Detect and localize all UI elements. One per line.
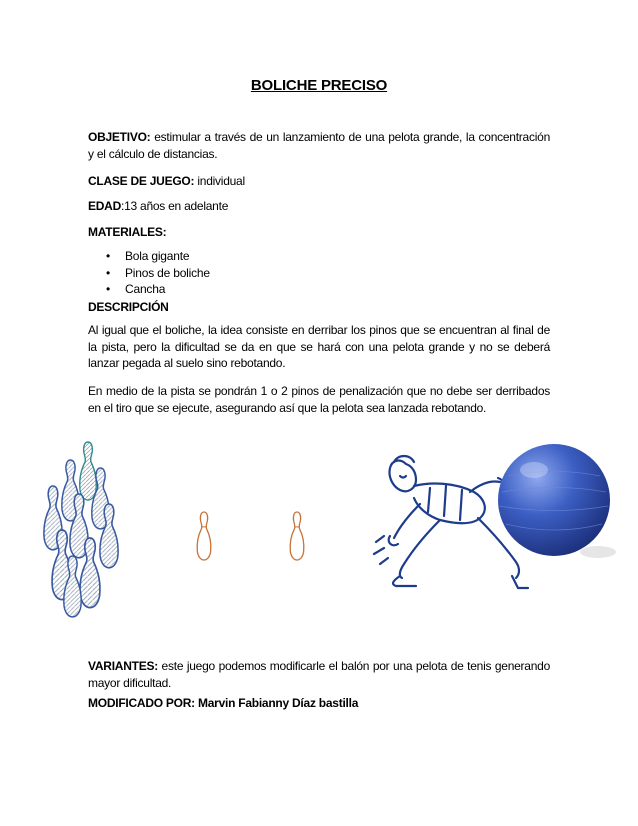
list-item: • Pinos de boliche [88,265,210,282]
penalty-pin-icon [193,512,215,560]
list-item: • Cancha [88,281,210,298]
penalty-pin-icon [286,512,308,560]
variantes-paragraph [88,658,550,691]
descripcion-paragraph-1: Al igual que el boliche, la idea consiste en derribar los pinos que se encuentran al final de la pista, pero la dificultad se da en que se hará con una pelota grande y no se deberá lanzar pegada al suelo sino rebotando. [88,323,550,370]
descripcion-heading [88,299,550,316]
document-title: BOLICHE PRECISO [250,77,388,94]
bowling-pins-group-icon [38,438,138,620]
edad-paragraph [88,198,550,215]
materiales-label: MATERIALES: [88,225,167,239]
materiales-list [88,248,210,298]
objetivo-text: estimular a través de un lanzamiento de una pelota grande, la concentración y el cálculo de distancias. [88,130,550,161]
objetivo-label: OBJETIVO: [88,130,151,144]
modificado-label: MODIFICADO POR: Marvin Fabianny Díaz bastilla [88,696,359,710]
edad-text: :13 años en adelante [121,199,229,213]
materiales-heading [88,224,550,241]
variantes-text: este juego podemos modificarle el balón por una pelota de tenis generando mayor dificultad. [88,659,550,690]
exercise-ball-icon [494,440,614,564]
edad-label: EDAD [88,199,122,213]
descripcion-paragraph-2: En medio de la pista se pondrán 1 o 2 pinos de penalización que no debe ser derribados en el tiro que se ejecute, asegurando así que la pelota sea lanzada rebotando. [88,384,550,415]
clase-text: individual [194,174,245,188]
clase-paragraph [88,173,550,190]
modificado-paragraph [88,695,550,712]
descripcion-label: DESCRIPCIÓN [88,300,169,314]
clase-label: CLASE DE JUEGO: [88,174,195,188]
objetivo-paragraph [88,129,550,162]
list-item: • Bola gigante [88,248,210,265]
variantes-label: VARIANTES: [88,659,158,673]
